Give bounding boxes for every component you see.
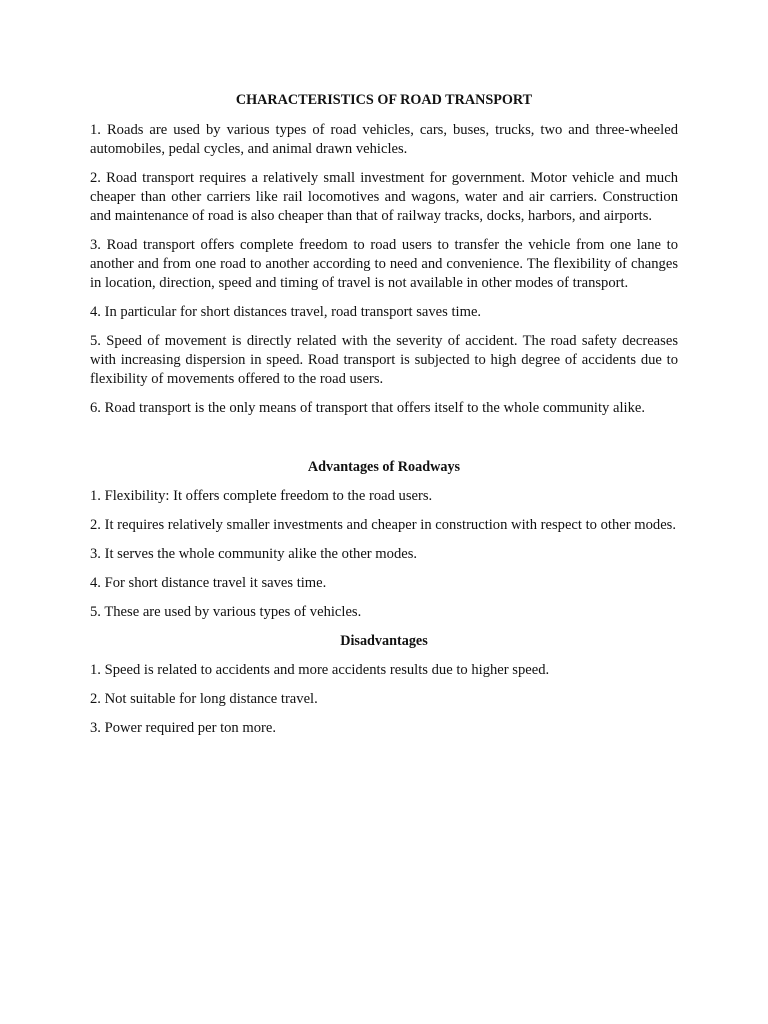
advantage-item: 1. Flexibility: It offers complete freedom to the road users. (90, 488, 433, 504)
disadvantages-heading: Disadvantages (340, 633, 428, 649)
advantage-item: 2. It requires relatively smaller investments and cheaper in construction with respect to other modes. (90, 517, 677, 533)
characteristic-item: 1. Roads are used by various types of road vehicles, cars, buses, trucks, two and three-wheeled automobiles, pedal cycles, and animal drawn vehicles. (90, 122, 678, 157)
characteristic-item: 5. Speed of movement is directly related with the severity of accident. The road safety decreases with increasing dispersion in speed. Road transport is subjected to high degree of accidents due to flexibility of movements offered to the road users. (90, 333, 678, 387)
characteristic-item: 4. In particular for short distances travel, road transport saves time. (90, 304, 482, 320)
advantage-item: 5. These are used by various types of vehicles. (90, 604, 362, 620)
disadvantage-item: 1. Speed is related to accidents and more accidents results due to higher speed. (90, 662, 550, 678)
characteristic-item: 2. Road transport requires a relatively small investment for government. Motor vehicle and much cheaper than other carriers like rail locomotives and wagons, water and air carriers. Construction and maintenance of road is also cheaper than that of railway tracks, docks, harbors, and airports. (90, 170, 678, 224)
disadvantage-item: 3. Power required per ton more. (90, 720, 277, 736)
document-page (90, 91, 678, 738)
characteristic-item: 3. Road transport offers complete freedom to road users to transfer the vehicle from one lane to another and from one road to another according to need and convenience. The flexibility of changes in location, direction, speed and timing of travel is not available in other modes of transport. (90, 237, 678, 291)
document-title: CHARACTERISTICS OF ROAD TRANSPORT (235, 92, 533, 108)
advantage-item: 4. For short distance travel it saves time. (90, 575, 327, 591)
characteristic-item: 6. Road transport is the only means of transport that offers itself to the whole community alike. (90, 400, 645, 416)
advantage-item: 3. It serves the whole community alike the other modes. (90, 546, 418, 562)
advantages-heading: Advantages of Roadways (307, 459, 461, 475)
disadvantage-item: 2. Not suitable for long distance travel. (90, 691, 318, 707)
